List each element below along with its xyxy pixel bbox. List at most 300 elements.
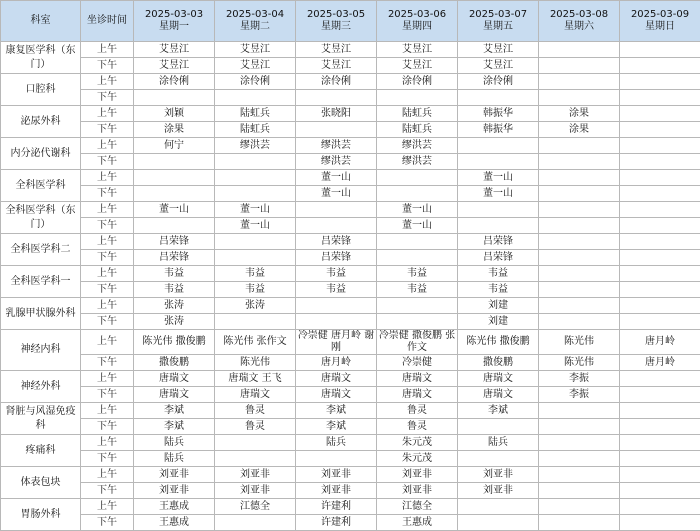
doctor-cell: 李斌: [296, 419, 377, 435]
doctor-cell: [539, 499, 620, 515]
schedule-row: [1, 371, 700, 387]
doctor-cell: 吕荣锋: [296, 250, 377, 266]
doctor-cell: [134, 218, 215, 234]
doctor-cell: [620, 138, 700, 154]
session-time: 上午: [81, 106, 134, 122]
doctor-cell: [296, 451, 377, 467]
doctor-cell: 李斌: [458, 403, 539, 419]
doctor-cell: [620, 122, 700, 138]
doctor-cell: 涂果: [539, 122, 620, 138]
doctor-cell: 刘亚非: [134, 467, 215, 483]
doctor-cell: [296, 298, 377, 314]
doctor-cell: [620, 499, 700, 515]
doctor-cell: [539, 266, 620, 282]
doctor-cell: [539, 314, 620, 330]
doctor-cell: 董一山: [215, 218, 296, 234]
doctor-cell: [620, 515, 700, 531]
session-time: 上午: [81, 74, 134, 90]
doctor-cell: 许建利: [296, 515, 377, 531]
schedule-row: [1, 298, 700, 314]
doctor-cell: 冷崇健: [377, 355, 458, 371]
doctor-cell: [620, 266, 700, 282]
doctor-cell: [620, 419, 700, 435]
doctor-cell: [539, 298, 620, 314]
doctor-cell: 缪洪芸: [296, 154, 377, 170]
day-date: 2025-03-08: [540, 9, 618, 21]
doctor-cell: 唐瑞文: [377, 387, 458, 403]
doctor-cell: 李振: [539, 387, 620, 403]
day-weekday: 星期五: [459, 21, 537, 33]
doctor-cell: 董一山: [458, 186, 539, 202]
doctor-cell: 刘建: [458, 298, 539, 314]
session-time: 上午: [81, 170, 134, 186]
doctor-cell: [215, 314, 296, 330]
doctor-cell: 韦益: [134, 282, 215, 298]
department-name: 内分泌代谢科: [1, 138, 81, 170]
doctor-cell: 陈光伟 张作文: [215, 330, 296, 355]
schedule-row: [1, 355, 700, 371]
doctor-cell: [539, 483, 620, 499]
doctor-cell: 鲁灵: [215, 419, 296, 435]
doctor-cell: 唐瑞文: [134, 371, 215, 387]
day-header: [296, 1, 377, 42]
doctor-cell: [296, 314, 377, 330]
doctor-cell: 涂果: [539, 106, 620, 122]
doctor-cell: 韦益: [134, 266, 215, 282]
doctor-cell: [134, 90, 215, 106]
doctor-cell: [296, 202, 377, 218]
doctor-cell: [458, 202, 539, 218]
doctor-cell: 朱元茂: [377, 435, 458, 451]
doctor-cell: 吕荣锋: [458, 234, 539, 250]
session-time: 上午: [81, 467, 134, 483]
department-name: 口腔科: [1, 74, 81, 106]
day-header: [215, 1, 296, 42]
doctor-cell: [539, 186, 620, 202]
doctor-cell: [134, 154, 215, 170]
doctor-cell: [539, 138, 620, 154]
doctor-cell: [215, 234, 296, 250]
doctor-cell: 唐瑞文: [296, 371, 377, 387]
day-header: [458, 1, 539, 42]
session-time: 上午: [81, 499, 134, 515]
schedule-row: [1, 419, 700, 435]
doctor-cell: 涂果: [134, 122, 215, 138]
doctor-cell: 张晓阳: [296, 106, 377, 122]
doctor-cell: [620, 58, 700, 74]
doctor-cell: 李振: [539, 371, 620, 387]
doctor-cell: 董一山: [377, 218, 458, 234]
session-time: 上午: [81, 330, 134, 355]
session-time: 下午: [81, 451, 134, 467]
doctor-cell: [620, 435, 700, 451]
schedule-row: [1, 138, 700, 154]
doctor-cell: 刘亚非: [296, 483, 377, 499]
doctor-cell: 冷崇健 撒俊鹏 张作文: [377, 330, 458, 355]
doctor-cell: [620, 387, 700, 403]
doctor-cell: 唐瑞文: [215, 387, 296, 403]
doctor-cell: 张涛: [134, 298, 215, 314]
doctor-cell: 鲁灵: [377, 403, 458, 419]
department-name: 全科医学科: [1, 170, 81, 202]
doctor-cell: [458, 515, 539, 531]
doctor-cell: 陈光伟 撒俊鹏: [458, 330, 539, 355]
doctor-cell: [539, 74, 620, 90]
schedule-row: [1, 186, 700, 202]
session-time: 下午: [81, 218, 134, 234]
doctor-cell: 韦益: [377, 282, 458, 298]
doctor-cell: 李斌: [134, 403, 215, 419]
schedule-row: [1, 106, 700, 122]
doctor-cell: [215, 186, 296, 202]
schedule-row: [1, 451, 700, 467]
session-time: 下午: [81, 90, 134, 106]
doctor-cell: [215, 170, 296, 186]
doctor-cell: 冷崇健 唐月岭 谢刚: [296, 330, 377, 355]
doctor-cell: 艾昱江: [134, 42, 215, 58]
doctor-cell: 唐瑞文: [377, 371, 458, 387]
schedule-row: [1, 314, 700, 330]
department-name: 全科医学科（东门）: [1, 202, 81, 234]
doctor-cell: 陈光伟: [539, 330, 620, 355]
doctor-cell: 吕荣锋: [134, 250, 215, 266]
doctor-cell: [620, 483, 700, 499]
doctor-cell: 朱元茂: [377, 451, 458, 467]
schedule-row: [1, 387, 700, 403]
doctor-cell: 韦益: [377, 266, 458, 282]
doctor-cell: 陆虹兵: [377, 106, 458, 122]
doctor-cell: 唐月岭: [296, 355, 377, 371]
doctor-cell: 陆兵: [134, 435, 215, 451]
session-time: 上午: [81, 435, 134, 451]
schedule-row: [1, 435, 700, 451]
day-date: 2025-03-05: [297, 9, 375, 21]
doctor-cell: 陈光伟 撒俊鹏: [134, 330, 215, 355]
doctor-cell: 王惠成: [134, 515, 215, 531]
doctor-cell: 刘颖: [134, 106, 215, 122]
doctor-cell: 吕荣锋: [134, 234, 215, 250]
doctor-cell: [620, 403, 700, 419]
schedule-row: [1, 282, 700, 298]
doctor-cell: 董一山: [296, 186, 377, 202]
doctor-cell: 韦益: [458, 266, 539, 282]
doctor-cell: 韦益: [215, 266, 296, 282]
doctor-cell: 王惠成: [134, 499, 215, 515]
doctor-cell: 涂伶俐: [134, 74, 215, 90]
doctor-cell: [620, 282, 700, 298]
doctor-cell: [539, 282, 620, 298]
doctor-cell: 涂伶俐: [215, 74, 296, 90]
doctor-cell: [620, 154, 700, 170]
department-name: 全科医学科二: [1, 234, 81, 266]
doctor-cell: [377, 90, 458, 106]
doctor-cell: [539, 218, 620, 234]
schedule-row: [1, 234, 700, 250]
doctor-cell: 缪洪芸: [296, 138, 377, 154]
doctor-cell: 韦益: [296, 266, 377, 282]
doctor-cell: [377, 170, 458, 186]
schedule-row: [1, 218, 700, 234]
doctor-cell: 陈光伟: [539, 355, 620, 371]
doctor-cell: [539, 451, 620, 467]
session-time: 上午: [81, 138, 134, 154]
department-name: 乳腺甲状腺外科: [1, 298, 81, 330]
doctor-cell: 唐月岭: [620, 355, 700, 371]
schedule-row: [1, 467, 700, 483]
day-weekday: 星期二: [216, 21, 294, 33]
doctor-cell: 缪洪芸: [215, 138, 296, 154]
doctor-cell: [215, 435, 296, 451]
doctor-cell: [215, 515, 296, 531]
session-time: 上午: [81, 234, 134, 250]
doctor-cell: [377, 234, 458, 250]
doctor-cell: 刘亚非: [377, 483, 458, 499]
doctor-cell: [539, 42, 620, 58]
session-time: 下午: [81, 250, 134, 266]
day-header: [377, 1, 458, 42]
department-name: 体表包块: [1, 467, 81, 499]
department-name: 泌尿外科: [1, 106, 81, 138]
doctor-cell: 唐瑞文 王飞: [215, 371, 296, 387]
day-header: [539, 1, 620, 42]
doctor-cell: [620, 170, 700, 186]
doctor-cell: 韩振华: [458, 122, 539, 138]
dept-header: 科室: [1, 1, 81, 42]
session-time: 上午: [81, 202, 134, 218]
doctor-cell: [458, 451, 539, 467]
doctor-cell: [134, 186, 215, 202]
doctor-cell: [539, 435, 620, 451]
doctor-cell: 陆兵: [296, 435, 377, 451]
doctor-cell: 刘亚非: [215, 483, 296, 499]
day-header: [620, 1, 700, 42]
doctor-cell: [215, 451, 296, 467]
day-weekday: 星期日: [621, 21, 699, 33]
doctor-cell: 刘建: [458, 314, 539, 330]
schedule-row: [1, 403, 700, 419]
session-time: 下午: [81, 387, 134, 403]
schedule-row: [1, 202, 700, 218]
doctor-cell: 张涛: [134, 314, 215, 330]
doctor-cell: 艾昱江: [377, 42, 458, 58]
doctor-cell: 王惠成: [377, 515, 458, 531]
doctor-cell: 唐瑞文: [134, 387, 215, 403]
header-row: [1, 1, 700, 42]
session-time: 下午: [81, 515, 134, 531]
doctor-cell: [458, 499, 539, 515]
doctor-cell: [539, 467, 620, 483]
schedule-row: [1, 74, 700, 90]
session-time: 下午: [81, 186, 134, 202]
doctor-cell: [377, 314, 458, 330]
doctor-cell: 艾昱江: [296, 42, 377, 58]
day-weekday: 星期四: [378, 21, 456, 33]
doctor-cell: [458, 90, 539, 106]
doctor-cell: [620, 314, 700, 330]
doctor-cell: [620, 186, 700, 202]
doctor-cell: [539, 202, 620, 218]
doctor-cell: 江德全: [377, 499, 458, 515]
doctor-cell: 艾昱江: [215, 42, 296, 58]
doctor-cell: [620, 298, 700, 314]
day-date: 2025-03-03: [135, 9, 213, 21]
doctor-cell: 艾昱江: [296, 58, 377, 74]
doctor-cell: [215, 250, 296, 266]
doctor-cell: [377, 186, 458, 202]
doctor-cell: [215, 154, 296, 170]
session-time: 上午: [81, 403, 134, 419]
doctor-cell: 吕荣锋: [458, 250, 539, 266]
session-time: 下午: [81, 355, 134, 371]
session-time: 上午: [81, 298, 134, 314]
doctor-cell: [539, 403, 620, 419]
session-time: 下午: [81, 282, 134, 298]
doctor-cell: 涂伶俐: [458, 74, 539, 90]
doctor-cell: [620, 106, 700, 122]
day-weekday: 星期一: [135, 21, 213, 33]
day-header: [134, 1, 215, 42]
doctor-cell: [539, 154, 620, 170]
day-weekday: 星期六: [540, 21, 618, 33]
doctor-cell: [134, 170, 215, 186]
doctor-cell: 刘亚非: [377, 467, 458, 483]
doctor-cell: 韦益: [296, 282, 377, 298]
doctor-cell: [620, 451, 700, 467]
doctor-cell: [620, 74, 700, 90]
doctor-cell: 刘亚非: [458, 483, 539, 499]
doctor-cell: 撒俊鹏: [134, 355, 215, 371]
doctor-cell: [296, 122, 377, 138]
schedule-row: [1, 483, 700, 499]
doctor-cell: 艾昱江: [215, 58, 296, 74]
doctor-cell: [620, 42, 700, 58]
session-time: 下午: [81, 419, 134, 435]
schedule-row: [1, 90, 700, 106]
department-name: 神经内科: [1, 330, 81, 371]
doctor-cell: 李斌: [134, 419, 215, 435]
doctor-cell: 撒俊鹏: [458, 355, 539, 371]
session-time: 下午: [81, 483, 134, 499]
session-time: 下午: [81, 314, 134, 330]
doctor-cell: 涂伶俐: [377, 74, 458, 90]
doctor-cell: [539, 515, 620, 531]
day-date: 2025-03-04: [216, 9, 294, 21]
doctor-cell: 艾昱江: [458, 42, 539, 58]
session-time: 下午: [81, 154, 134, 170]
schedule-row: [1, 266, 700, 282]
schedule-row: [1, 250, 700, 266]
day-date: 2025-03-09: [621, 9, 699, 21]
doctor-cell: 唐瑞文: [458, 387, 539, 403]
doctor-cell: [296, 90, 377, 106]
doctor-cell: [539, 58, 620, 74]
doctor-cell: 吕荣锋: [296, 234, 377, 250]
day-weekday: 星期三: [297, 21, 375, 33]
doctor-cell: 江德全: [215, 499, 296, 515]
doctor-cell: [458, 154, 539, 170]
doctor-cell: 陆虹兵: [215, 106, 296, 122]
schedule-body: [1, 42, 700, 531]
schedule-row: [1, 170, 700, 186]
doctor-cell: 韦益: [458, 282, 539, 298]
doctor-cell: 唐月岭: [620, 330, 700, 355]
doctor-cell: [620, 467, 700, 483]
session-time: 上午: [81, 371, 134, 387]
department-name: 胃肠外科: [1, 499, 81, 531]
doctor-cell: 董一山: [215, 202, 296, 218]
doctor-cell: [296, 218, 377, 234]
schedule-row: [1, 154, 700, 170]
doctor-cell: [620, 90, 700, 106]
doctor-cell: 陆虹兵: [215, 122, 296, 138]
doctor-cell: 鲁灵: [377, 419, 458, 435]
department-name: 康复医学科（东门）: [1, 42, 81, 74]
doctor-cell: 唐瑞文: [458, 371, 539, 387]
schedule-row: [1, 499, 700, 515]
schedule-row: [1, 42, 700, 58]
department-name: 疼痛科: [1, 435, 81, 467]
doctor-cell: [215, 90, 296, 106]
time-header: 坐诊时间: [81, 1, 134, 42]
doctor-cell: 张涛: [215, 298, 296, 314]
session-time: 上午: [81, 42, 134, 58]
session-time: 下午: [81, 58, 134, 74]
doctor-cell: [620, 202, 700, 218]
day-date: 2025-03-07: [459, 9, 537, 21]
doctor-cell: [620, 250, 700, 266]
session-time: 下午: [81, 122, 134, 138]
doctor-cell: 何宁: [134, 138, 215, 154]
schedule-row: [1, 122, 700, 138]
doctor-cell: 艾昱江: [134, 58, 215, 74]
doctor-cell: 缪洪芸: [377, 154, 458, 170]
doctor-cell: 刘亚非: [215, 467, 296, 483]
doctor-cell: [458, 419, 539, 435]
doctor-cell: [458, 218, 539, 234]
doctor-cell: 涂伶俐: [296, 74, 377, 90]
doctor-cell: 董一山: [296, 170, 377, 186]
doctor-cell: [539, 90, 620, 106]
doctor-cell: [539, 250, 620, 266]
doctor-cell: 唐瑞文: [296, 387, 377, 403]
doctor-cell: 缪洪芸: [377, 138, 458, 154]
schedule-row: [1, 515, 700, 531]
doctor-cell: [377, 250, 458, 266]
doctor-cell: 董一山: [134, 202, 215, 218]
day-date: 2025-03-06: [378, 9, 456, 21]
doctor-cell: 董一山: [458, 170, 539, 186]
doctor-cell: 鲁灵: [215, 403, 296, 419]
department-name: 全科医学科一: [1, 266, 81, 298]
doctor-cell: 艾昱江: [458, 58, 539, 74]
doctor-cell: 韦益: [215, 282, 296, 298]
doctor-cell: 艾昱江: [377, 58, 458, 74]
session-time: 上午: [81, 266, 134, 282]
doctor-cell: 许建利: [296, 499, 377, 515]
doctor-cell: [620, 234, 700, 250]
doctor-cell: 陆兵: [458, 435, 539, 451]
doctor-cell: 刘亚非: [458, 467, 539, 483]
doctor-cell: [458, 138, 539, 154]
doctor-cell: [620, 218, 700, 234]
doctor-cell: 韩振华: [458, 106, 539, 122]
doctor-cell: [620, 371, 700, 387]
doctor-cell: [539, 234, 620, 250]
department-name: 肾脏与风湿免疫科: [1, 403, 81, 435]
doctor-cell: 董一山: [377, 202, 458, 218]
doctor-cell: 陆兵: [134, 451, 215, 467]
doctor-cell: 刘亚非: [296, 467, 377, 483]
